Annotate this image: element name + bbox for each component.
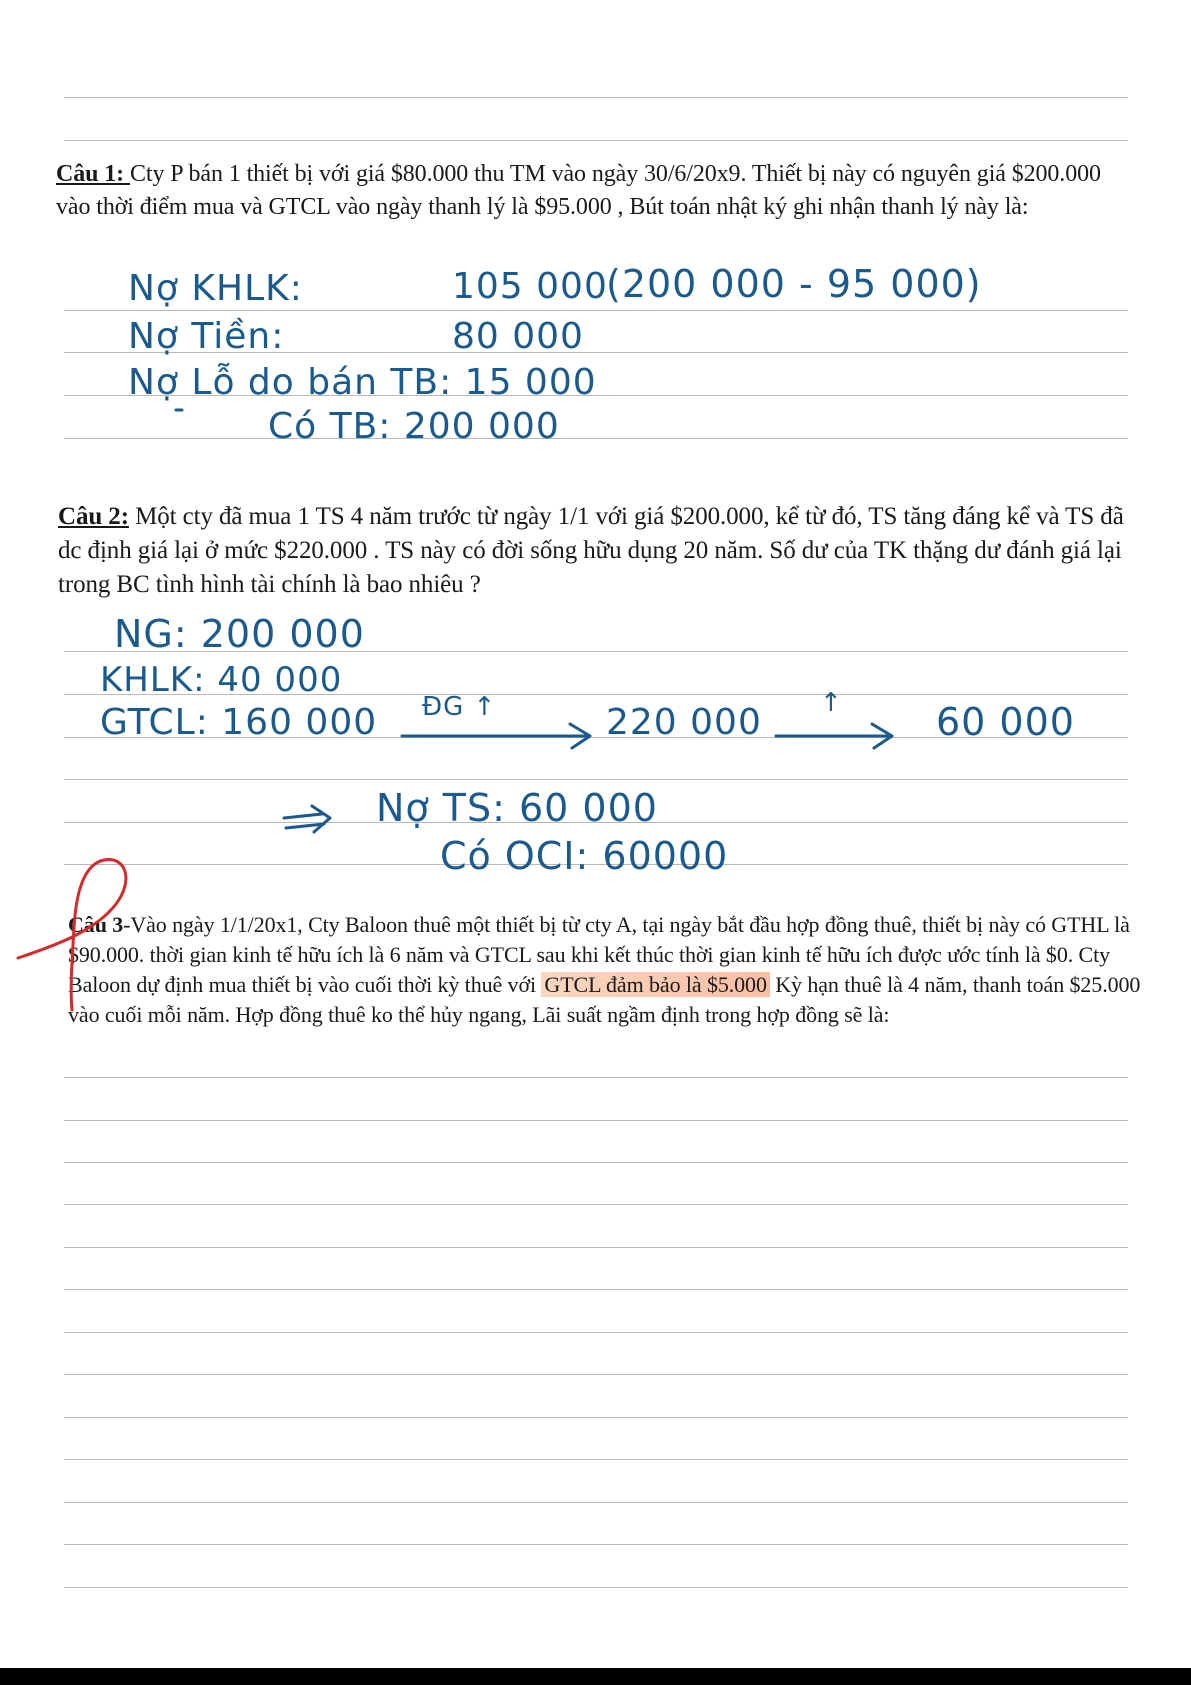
q2-hw-line-3-mid: 220 000 <box>606 702 762 743</box>
question-3-body-after: Kỳ hạn thuê là 4 năm, thanh toán $25.000 vào cuối mỗi năm. Hợp đồng thuê ko thể hủy ngang, Lãi suất ngầm định trong hợp đồng sẽ là: <box>68 972 1141 1027</box>
question-1-body: Cty P bán 1 thiết bị với giá $80.000 thu TM vào ngày 30/6/20x9. Thiết bị này có nguyên giá $200.000 vào thời điểm mua và GTCL vào ngày thanh lý là $95.000 , Bút toán nhật ký ghi nhận thanh lý này là: <box>56 161 1101 220</box>
question-3-body-before: -Vào ngày 1/1/20x1, Cty Baloon thuê một thiết bị từ cty A, tại ngày bắt đầu hợp đồng thuê, thiết bị này có GTHL là $90.000. thời gian kinh tế hữu ích là 6 năm và GTCL sau khi kết thúc thời gian kinh tế hữu ích được ước tính là $0. Cty Baloon dự định mua thiết bị vào cuối thời kỳ thuê với <box>68 912 1130 997</box>
question-2-label: Câu 2: <box>58 503 129 530</box>
q2-arrow-2 <box>776 724 892 748</box>
q1-hw-line-1-amount: 105 000 <box>452 266 608 307</box>
q1-hw-line-4: Có TB: 200 000 <box>268 406 560 447</box>
q2-hw-line-5: Có OCI: 60000 <box>440 834 729 878</box>
red-annotation-mark <box>18 860 126 1010</box>
q2-arrow-1 <box>402 724 590 748</box>
q2-hw-line-3-end: 60 000 <box>936 700 1075 744</box>
q1-hw-line-1: Nợ KHLK: <box>128 268 303 309</box>
q2-implies-arrow <box>284 806 330 832</box>
q1-hw-line-3: Nợ Lỗ do bán TB: 15 000 <box>128 362 597 403</box>
highlighted-phrase: GTCL đảm bảo là $5.000 <box>541 972 769 997</box>
question-1-label: Câu 1: <box>56 161 130 187</box>
q2-hw-line-2: KHLK: 40 000 <box>100 660 343 700</box>
bottom-bar <box>0 1668 1191 1685</box>
q1-hw-line-1-note: (200 000 - 95 000) <box>606 262 982 306</box>
question-2-body: Một cty đã mua 1 TS 4 năm trước từ ngày 1/1 với giá $200.000, kể từ đó, TS tăng đáng kể và TS đã dc định giá lại ở mức $220.000 . TS này có đời sống hữu dụng 20 năm. Số dư của TK thặng dư đánh giá lại trong BC tình hình tài chính là bao nhiêu ? <box>58 503 1124 598</box>
question-3-label: Câu 3 <box>68 912 124 937</box>
q2-hw-line-1: NG: 200 000 <box>114 612 365 656</box>
q2-hw-line-4: Nợ TS: 60 000 <box>376 786 658 830</box>
q2-hw-arrow-2-label: ↑ <box>820 688 843 718</box>
q1-hw-line-2: Nợ Tiền: <box>128 316 285 357</box>
q2-hw-arrow-1-label: ĐG ↑ <box>422 692 497 722</box>
q1-hw-line-2-amount: 80 000 <box>452 316 584 357</box>
q2-hw-line-3: GTCL: 160 000 <box>100 702 378 743</box>
